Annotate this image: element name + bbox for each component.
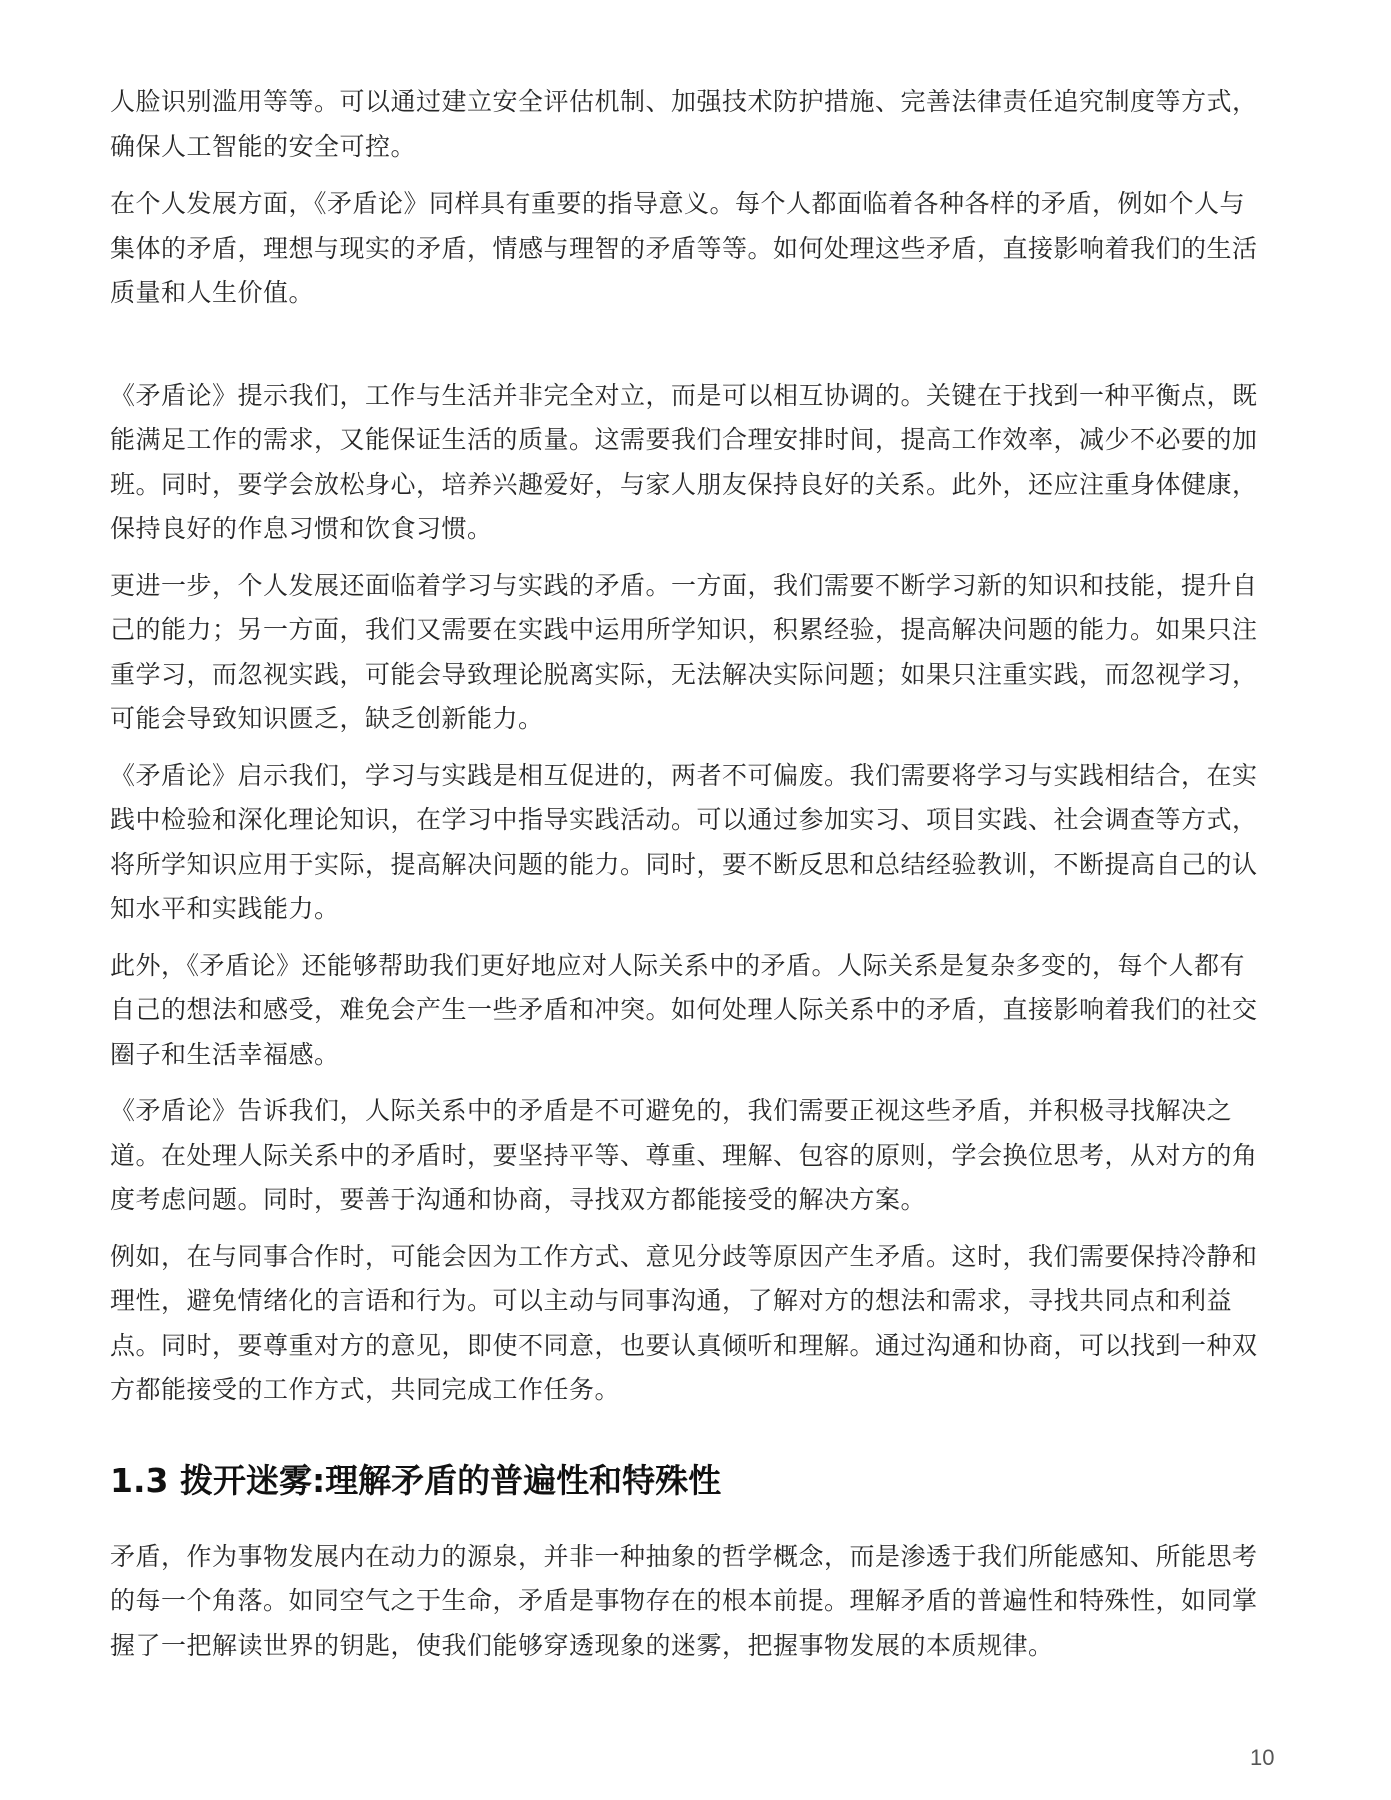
paragraph-6: 此外，《矛盾论》还能够帮助我们更好地应对人际关系中的矛盾。人际关系是复杂多变的，每个人都有自己的想法和感受，难免会产生一些矛盾和冲突。如何处理人际关系中的矛盾，直接影响着我们的社交圈子和生活幸福感。 bbox=[110, 950, 1258, 1069]
paragraph-1: 人脸识别滥用等等。可以通过建立安全评估机制、加强技术防护措施、完善法律责任追究制度等方式，确保人工智能的安全可控。 bbox=[110, 87, 1258, 161]
section-heading: 1.3 拨开迷雾:理解矛盾的普遍性和特殊性 bbox=[110, 1460, 722, 1500]
document-page bbox=[110, 80, 1270, 1668]
paragraph-5: 《矛盾论》启示我们，学习与实践是相互促进的，两者不可偏废。我们需要将学习与实践相结合，在实践中检验和深化理论知识，在学习中指导实践活动。可以通过参加实习、项目实践、社会调查等方式，将所学知识应用于实际，提高解决问题的能力。同时，要不断反思和总结经验教训，不断提高自己的认知水平和实践能力。 bbox=[110, 760, 1258, 923]
paragraph-4: 更进一步，个人发展还面临着学习与实践的矛盾。一方面，我们需要不断学习新的知识和技能，提升自己的能力；另一方面，我们又需要在实践中运用所学知识，积累经验，提高解决问题的能力。如果只注重学习，而忽视实践，可能会导致理论脱离实际，无法解决实际问题；如果只注重实践，而忽视学习，可能会导致知识匮乏，缺乏创新能力。 bbox=[110, 570, 1258, 733]
paragraph-2: 在个人发展方面，《矛盾论》同样具有重要的指导意义。每个人都面临着各种各样的矛盾，例如个人与集体的矛盾，理想与现实的矛盾，情感与理智的矛盾等等。如何处理这些矛盾，直接影响着我们的生活质量和人生价值。 bbox=[110, 189, 1258, 307]
section-paragraph: 矛盾，作为事物发展内在动力的源泉，并非一种抽象的哲学概念，而是渗透于我们所能感知、所能思考的每一个角落。如同空气之于生命，矛盾是事物存在的根本前提。理解矛盾的普遍性和特殊性，如同掌握了一把解读世界的钥匙，使我们能够穿透现象的迷雾，把握事物发展的本质规律。 bbox=[110, 1541, 1258, 1660]
paragraph-8: 例如，在与同事合作时，可能会因为工作方式、意见分歧等原因产生矛盾。这时，我们需要保持冷静和理性，避免情绪化的言语和行为。可以主动与同事沟通，了解对方的想法和需求，寻找共同点和利益点。同时，要尊重对方的意见，即使不同意，也要认真倾听和理解。通过沟通和协商，可以找到一种双方都能接受的工作方式，共同完成工作任务。 bbox=[110, 1241, 1258, 1404]
page-number: 10 bbox=[1250, 1745, 1275, 1770]
paragraph-7: 《矛盾论》告诉我们，人际关系中的矛盾是不可避免的，我们需要正视这些矛盾，并积极寻找解决之道。在处理人际关系中的矛盾时，要坚持平等、尊重、理解、包容的原则，学会换位思考，从对方的角度考虑问题。同时，要善于沟通和协商，寻找双方都能接受的解决方案。 bbox=[110, 1096, 1258, 1214]
paragraph-3: 《矛盾论》提示我们，工作与生活并非完全对立，而是可以相互协调的。关键在于找到一种平衡点，既能满足工作的需求，又能保证生活的质量。这需要我们合理安排时间，提高工作效率，减少不必要的加班。同时，要学会放松身心，培养兴趣爱好，与家人朋友保持良好的关系。此外，还应注重身体健康，保持良好的作息习惯和饮食习惯。 bbox=[110, 380, 1258, 543]
